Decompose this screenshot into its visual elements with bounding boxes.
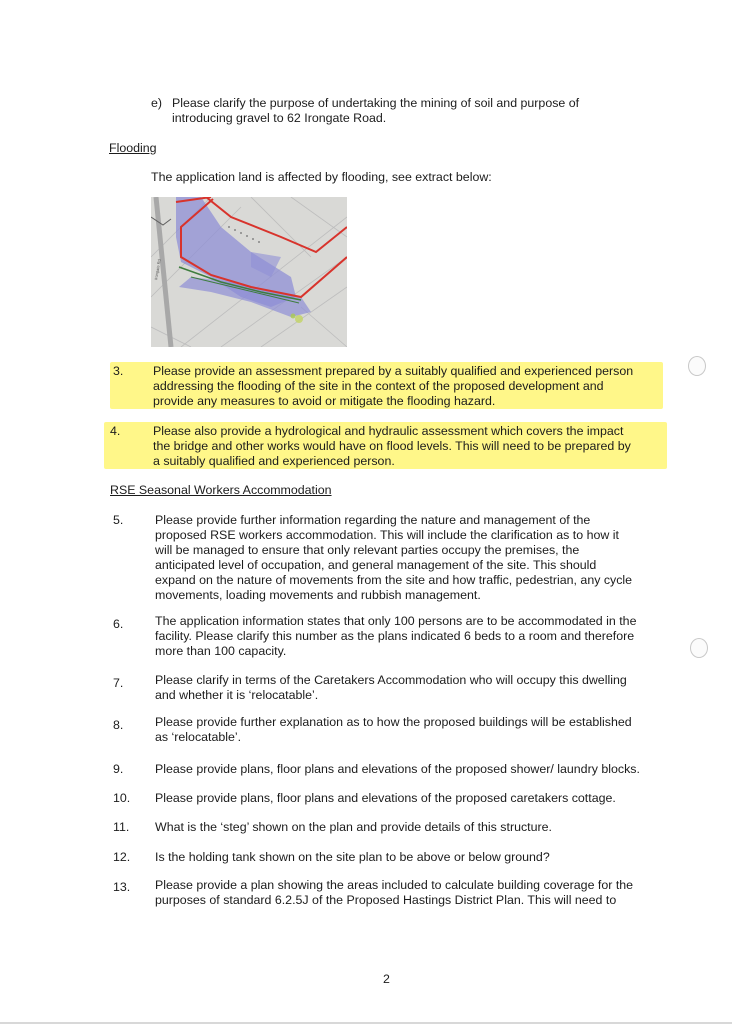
item-e-line-2: introducing gravel to 62 Irongate Road. [172,111,387,125]
item-number-3: 3. [113,364,124,378]
flood-map-image [151,197,347,347]
page-number: 2 [383,972,390,986]
item-label-e: e) [151,96,163,110]
item-9-line-1: Please provide plans, floor plans and elevations of the proposed shower/ laundry blocks. [155,762,640,776]
item-11-line-1: What is the ‘steg’ shown on the plan and provide details of this structure. [155,820,552,834]
item-number-10: 10. [113,791,131,805]
punch-hole-lower [690,638,708,658]
item-4-line-2: the bridge and other works would have on flood levels. This will need to be prepared by [153,439,631,453]
flooding-intro: The application land is affected by flooding, see extract below: [151,170,492,184]
item-e-line-1: Please clarify the purpose of undertaking the mining of soil and purpose of [172,96,580,110]
punch-hole-upper [688,356,706,376]
item-5-line-6: movements, loading movements and rubbish management. [155,588,481,602]
item-3-line-2: addressing the flooding of the site in the context of the proposed development and [153,379,604,393]
item-12-line-1: Is the holding tank shown on the site plan to be above or below ground? [155,850,550,864]
item-number-5: 5. [113,513,124,527]
item-4-line-1: Please also provide a hydrological and hydraulic assessment which covers the impact [153,424,624,438]
item-7-line-2: and whether it is ‘relocatable’. [155,688,319,702]
item-13-line-1: Please provide a plan showing the areas included to calculate building coverage for the [155,878,634,892]
item-6-line-1: The application information states that only 100 persons are to be accommodated in the [155,614,637,628]
item-number-12: 12. [113,850,131,864]
item-number-13: 13. [113,880,131,894]
item-5-line-5: expand on the nature of movements from the site and how traffic, pedestrian, any cycle [155,573,633,587]
flooding-heading: Flooding [109,141,157,155]
item-number-9: 9. [113,762,124,776]
map-road-label: Irongate Rd [153,258,162,281]
item-5-line-1: Please provide further information regarding the nature and management of the [155,513,591,527]
item-3-line-3: provide any measures to avoid or mitigate the flooding hazard. [153,394,496,408]
item-5-line-4: anticipated level of occupation, and general management of the site. This should [155,558,597,572]
item-7-line-1: Please clarify in terms of the Caretakers Accommodation who will occupy this dwelling [155,673,627,687]
flood-map-extract [151,197,347,347]
item-6-line-3: more than 100 capacity. [155,644,287,658]
item-8-line-2: as ‘relocatable’. [155,730,242,744]
item-number-11: 11. [113,820,130,834]
item-number-7: 7. [113,676,124,690]
item-6-line-2: facility. Please clarify this number as the plans indicated 6 beds to a room and therefore [155,629,635,643]
item-4-line-3: a suitably qualified and experienced person. [153,454,395,468]
item-3-line-1: Please provide an assessment prepared by a suitably qualified and experienced person [153,364,634,378]
item-number-4: 4. [110,424,121,438]
item-5-line-2: proposed RSE workers accommodation. This will include the clarification as to how it [155,528,619,542]
rse-heading: RSE Seasonal Workers Accommodation [110,483,332,497]
item-13-line-2: purposes of standard 6.2.5J of the Proposed Hastings District Plan. This will need to [155,893,617,907]
item-number-6: 6. [113,617,124,631]
item-5-line-3: will be managed to ensure that only relevant parties occupy the premises, the [155,543,580,557]
item-number-8: 8. [113,718,124,732]
page-bottom-edge [0,1022,732,1024]
item-10-line-1: Please provide plans, floor plans and elevations of the proposed caretakers cottage. [155,791,616,805]
item-8-line-1: Please provide further explanation as to how the proposed buildings will be established [155,715,632,729]
